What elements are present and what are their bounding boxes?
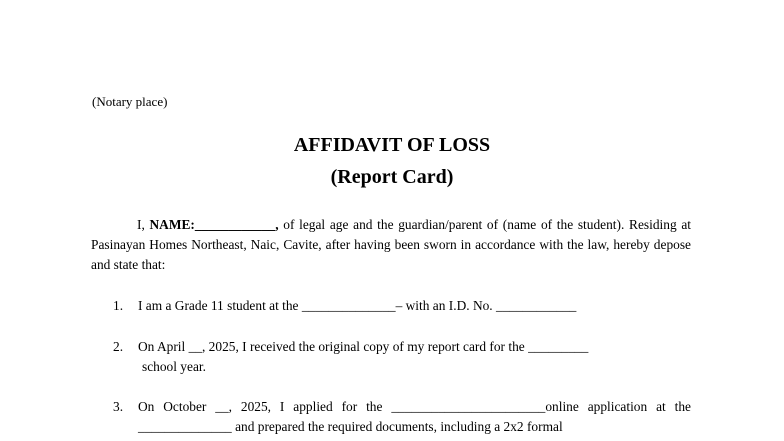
list-item-line: On April __, 2025, I received the original copy of my report card for the _________ [138, 339, 589, 354]
name-label: NAME:____________, [149, 217, 279, 232]
list-item-text: I am a Grade 11 student at the ______________– with an I.D. No. ____________ [138, 298, 577, 313]
list-item [113, 337, 691, 377]
list-item [113, 296, 691, 316]
intro-paragraph [91, 215, 691, 275]
list-item-text: On October __, 2025, I applied for the _______________________online application at the ______________ and prepared the required documents, including a 2x2 formal [138, 399, 691, 434]
list-item-number: 2. [113, 339, 124, 354]
list-item-number: 3. [113, 399, 124, 414]
notary-place: (Notary place) [92, 94, 168, 109]
intro-prefix: I, [137, 217, 150, 232]
intro-text: of legal age and the guardian/parent of (name of the student). Residing at Pasinayan Homes Northeast, Naic, Cavite, after having been sworn in accordance with the law, hereby depose and state that: [91, 217, 692, 272]
list-item-text [138, 337, 691, 377]
document-subtitle: (Report Card) [330, 166, 454, 188]
document-title: AFFIDAVIT OF LOSS [293, 134, 491, 156]
list-item-line: school year. [142, 359, 206, 374]
list-item-number: 1. [113, 298, 124, 313]
list-item [113, 397, 691, 437]
